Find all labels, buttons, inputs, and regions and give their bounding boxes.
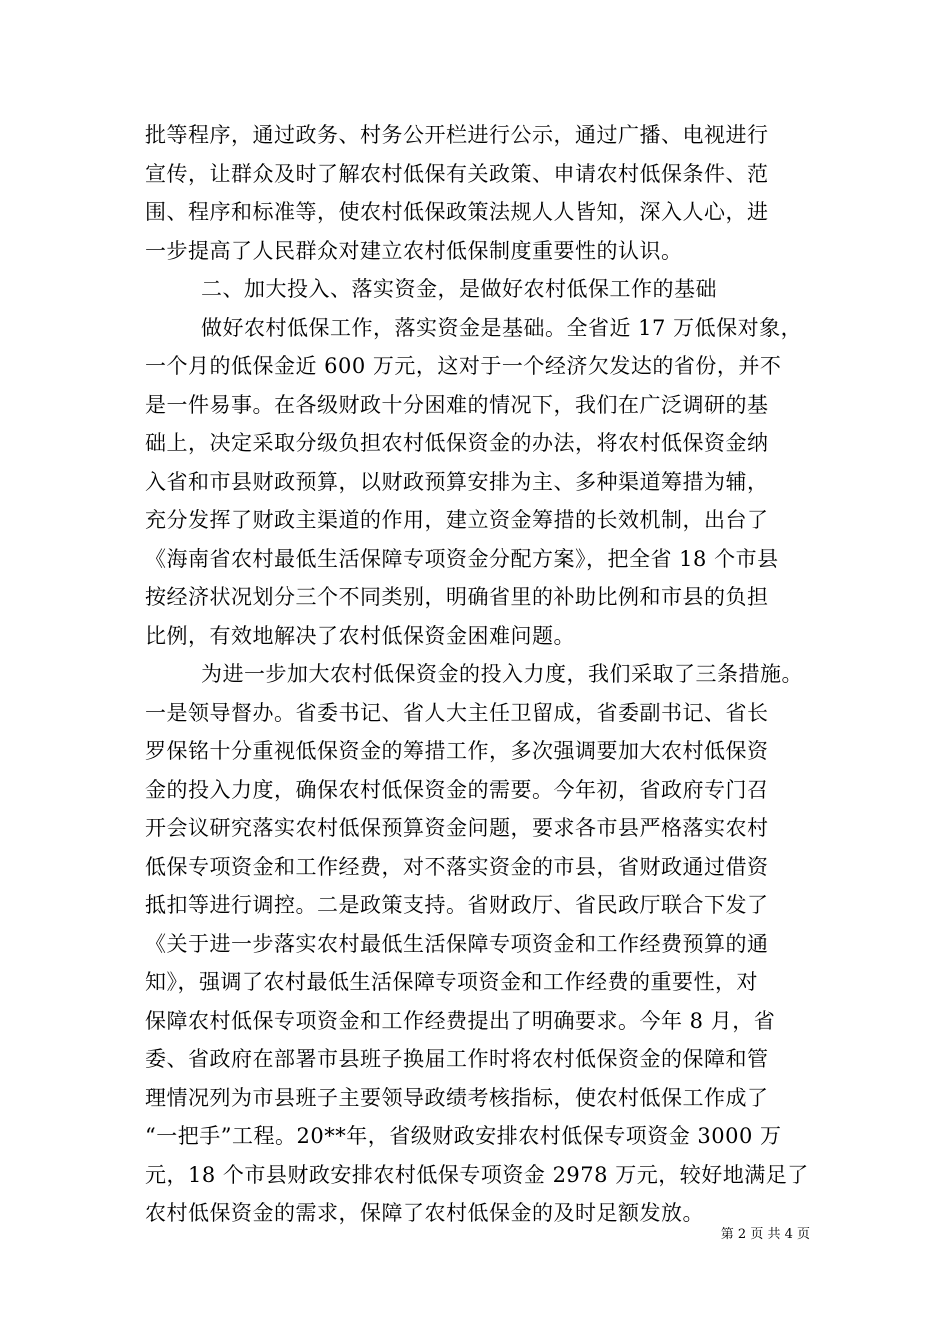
section-heading: 二、加大投入、落实资金，是做好农村低保工作的基础 xyxy=(201,277,717,301)
body-line: 比例，有效地解决了农村低保资金困难问题。 xyxy=(145,623,575,648)
body-line: 围、程序和标准等，使农村低保政策法规人人皆知，深入人心，进 xyxy=(145,200,769,224)
body-line: 农村低保资金的需求，保障了农村低保金的及时足额发放。 xyxy=(145,1201,704,1225)
body-line: 开会议研究落实农村低保预算资金问题，要求各市县严格落实农村 xyxy=(145,816,769,840)
body-line: 充分发挥了财政主渠道的作用，建立资金筹措的长效机制，出台了 xyxy=(145,508,769,532)
body-line: 保障农村低保专项资金和工作经费提出了明确要求。今年 8 月，省 xyxy=(145,1008,776,1033)
body-line: “一把手”工程。20**年，省级财政安排农村低保专项资金 3000 万 xyxy=(145,1124,782,1148)
body-line: 委、省政府在部署市县班子换届工作时将农村低保资金的保障和管 xyxy=(145,1047,769,1071)
page-number: 第 2 页 共 4 页 xyxy=(720,1227,810,1242)
body-line: 一步提高了人民群众对建立农村低保制度重要性的认识。 xyxy=(145,238,683,263)
body-line: 低保专项资金和工作经费，对不落实资金的市县，省财政通过借资 xyxy=(145,854,769,879)
document-body xyxy=(145,116,810,1233)
paragraph-first-line: 做好农村低保工作，落实资金是基础。全省近 17 万低保对象， xyxy=(201,315,803,340)
body-line: 础上，决定采取分级负担农村低保资金的办法，将农村低保资金纳 xyxy=(145,431,769,455)
body-line: 《关于进一步落实农村最低生活保障专项资金和工作经费预算的通 xyxy=(145,931,769,956)
body-line: 一是领导督办。省委书记、省人大主任卫留成，省委副书记、省长 xyxy=(145,700,769,725)
body-line: 理情况列为市县班子主要领导政绩考核指标，使农村低保工作成了 xyxy=(145,1085,769,1110)
body-line: 《海南省农村最低生活保障专项资金分配方案》，把全省 18 个市县 xyxy=(145,546,779,571)
body-line: 一个月的低保金近 600 万元，这对于一个经济欠发达的省份，并不 xyxy=(145,354,782,378)
body-line: 知》，强调了农村最低生活保障专项资金和工作经费的重要性，对 xyxy=(145,970,758,994)
body-line: 宣传，让群众及时了解农村低保有关政策、申请农村低保条件、范 xyxy=(145,161,769,186)
body-line: 入省和市县财政预算，以财政预算安排为主、多种渠道筹措为辅， xyxy=(145,469,769,494)
body-line: 金的投入力度，确保农村低保资金的需要。今年初，省政府专门召 xyxy=(145,777,769,802)
body-line: 是一件易事。在各级财政十分困难的情况下，我们在广泛调研的基 xyxy=(145,392,769,417)
body-line: 抵扣等进行调控。二是政策支持。省财政厅、省民政厅联合下发了 xyxy=(145,893,769,917)
body-line: 罗保铭十分重视低保资金的筹措工作，多次强调要加大农村低保资 xyxy=(145,739,769,763)
paragraph-first-line: 为进一步加大农村低保资金的投入力度，我们采取了三条措施。 xyxy=(201,662,803,686)
body-line: 元，18 个市县财政安排农村低保专项资金 2978 万元，较好地满足了 xyxy=(145,1162,809,1187)
body-line: 按经济状况划分三个不同类别，明确省里的补助比例和市县的负担 xyxy=(145,585,769,609)
body-line: 批等程序，通过政务、村务公开栏进行公示，通过广播、电视进行 xyxy=(145,123,769,147)
